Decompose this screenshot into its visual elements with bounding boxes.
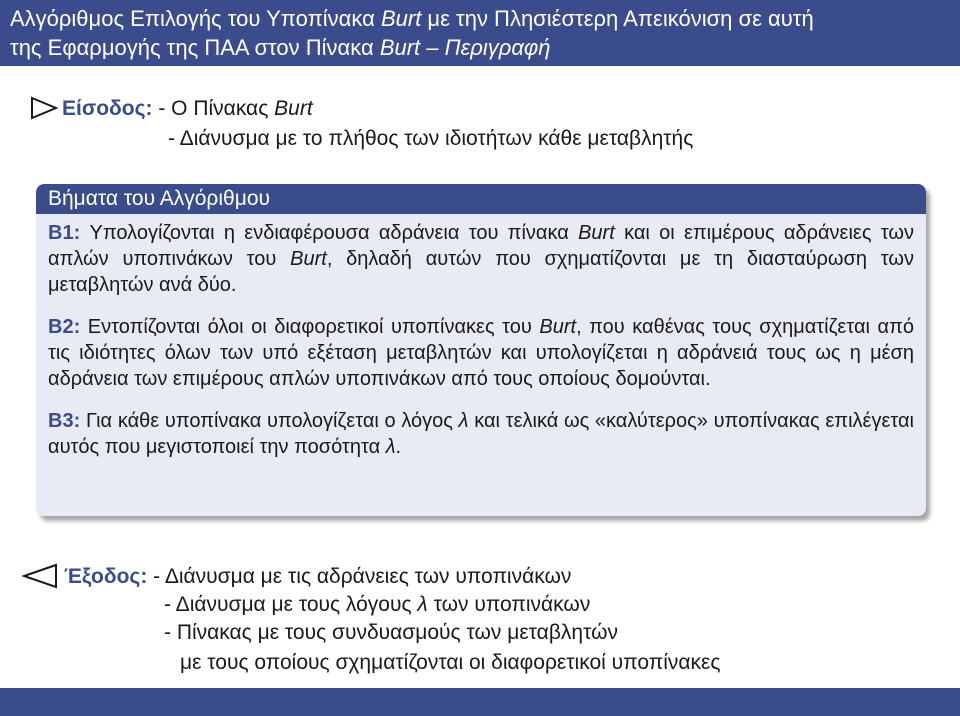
algorithm-steps-block xyxy=(36,184,926,516)
step-b3: B3: Για κάθε υποπίνακα υπολογίζεται ο λόγος λ και τελικά ως «καλύτερος» υποπίνακας επιλέγεται αυτός που μεγιστοποιεί την ποσότητα λ. xyxy=(48,410,914,458)
output-line-3: - Πίνακας με τους συνδυασμούς των μεταβλητών xyxy=(164,621,618,644)
output-line-2: - Διάνυσμα με τους λόγους λ των υποπινάκων xyxy=(164,593,591,616)
block-header: Βήματα του Αλγόριθμου xyxy=(36,184,926,214)
block-body xyxy=(36,214,926,460)
input-line-2: - Διάνυσμα με το πλήθος των ιδιοτήτων κάθε μεταβλητής xyxy=(168,127,694,150)
title-line-1: Αλγόριθμος Επιλογής του Υποπίνακα Burt με την Πλησιέστερη Απεικόνιση σε αυτή xyxy=(10,6,814,31)
input-line-1: Είσοδος: - Ο Πίνακας Burt xyxy=(62,97,313,120)
step-b1: B1: Υπολογίζονται η ενδιαφέρουσα αδράνεια του πίνακα Burt και οι επιμέρους αδράνειες των απλών υποπινάκων του Burt, δηλαδή αυτών που σχηματίζονται με τη διασταύρωση των μεταβλητών ανά δύο. xyxy=(48,222,914,296)
triangle-left-outline-icon xyxy=(22,563,58,589)
slide-title xyxy=(0,0,960,66)
step-b2: B2: Εντοπίζονται όλοι οι διαφορετικοί υποπίνακες του Burt, που καθένας τους σχηματίζεται από τις ιδιότητες όλων των υπό εξέταση μεταβλητών και υπολογίζεται η αδράνειά τους ως η μέση αδράνεια των επιμέρους απλών υποπινάκων από τους οποίους δομούνται. xyxy=(48,316,914,390)
triangle-right-filled-icon xyxy=(30,96,58,120)
output-line-4: με τους οποίους σχηματίζονται οι διαφορετικοί υποπίνακες xyxy=(180,651,721,674)
title-line-2: της Εφαρμογής της ΠΑΑ στον Πίνακα Burt – Περιγραφή xyxy=(10,35,551,60)
output-line-1: Έξοδος: - Διάνυσμα με τις αδράνειες των υποπινάκων xyxy=(64,565,572,588)
footer-bar xyxy=(0,688,960,716)
output-label: Έξοδος: xyxy=(64,565,148,588)
input-label: Είσοδος: xyxy=(62,97,153,120)
